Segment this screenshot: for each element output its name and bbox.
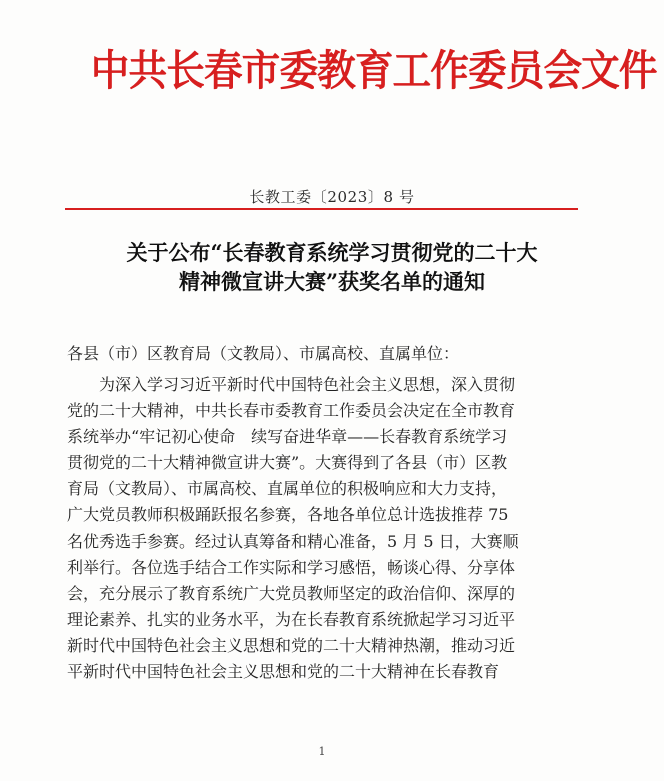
- body-line: 利举行。各位选手结合工作实际和学习感悟，畅谈心得、分享体: [67, 557, 516, 577]
- notice-title-line: 精神微宣讲大赛”获奖名单的通知: [178, 269, 486, 294]
- body-line: 新时代中国特色社会主义思想和党的二十大精神热潮，推动习近: [67, 635, 516, 655]
- body-line: 系统举办“牢记初心使命 续写奋进华章——长春教育系统学习: [67, 427, 508, 447]
- masthead-title: 中共长春市委教育工作委员会文件: [90, 46, 657, 95]
- body-line: 贯彻党的二十大精神微宣讲大赛”。大赛得到了各县（市）区教: [67, 453, 508, 473]
- body-line: 理论素养、扎实的业务水平，为在长春教育系统掀起学习习近平: [67, 609, 516, 629]
- body-line: 为深入学习习近平新时代中国特色社会主义思想，深入贯彻: [99, 375, 516, 394]
- body-line: 广大党员教师积极踊跃报名参赛，各地各单位总计选拔推荐 75: [67, 505, 509, 525]
- salutation: 各县（市）区教育局（文教局）、市属高校、直属单位：: [67, 344, 460, 363]
- body-line: 育局（文教局）、市属高校、直属单位的积极响应和大力支持，: [67, 479, 508, 499]
- page-number: 1: [318, 745, 326, 758]
- body-line: 党的二十大精神，中共长春市委教育工作委员会决定在全市教育: [67, 401, 516, 421]
- notice-title: [40, 238, 624, 296]
- document-number: 长教工委〔2023〕8 号: [249, 188, 415, 206]
- body-line: 会，充分展示了教育系统广大党员教师坚定的政治信仰、深厚的: [67, 583, 516, 603]
- notice-title-line: 关于公布“长春教育系统学习贯彻党的二十大: [126, 240, 538, 265]
- body-line: 名优秀选手参赛。经过认真筹备和精心准备，5 月 5 日，大赛顺: [67, 531, 519, 551]
- red-divider-rule: [65, 208, 578, 210]
- body-paragraph: [67, 372, 597, 685]
- body-line: 平新时代中国特色社会主义思想和党的二十大精神在长春教育: [67, 662, 500, 682]
